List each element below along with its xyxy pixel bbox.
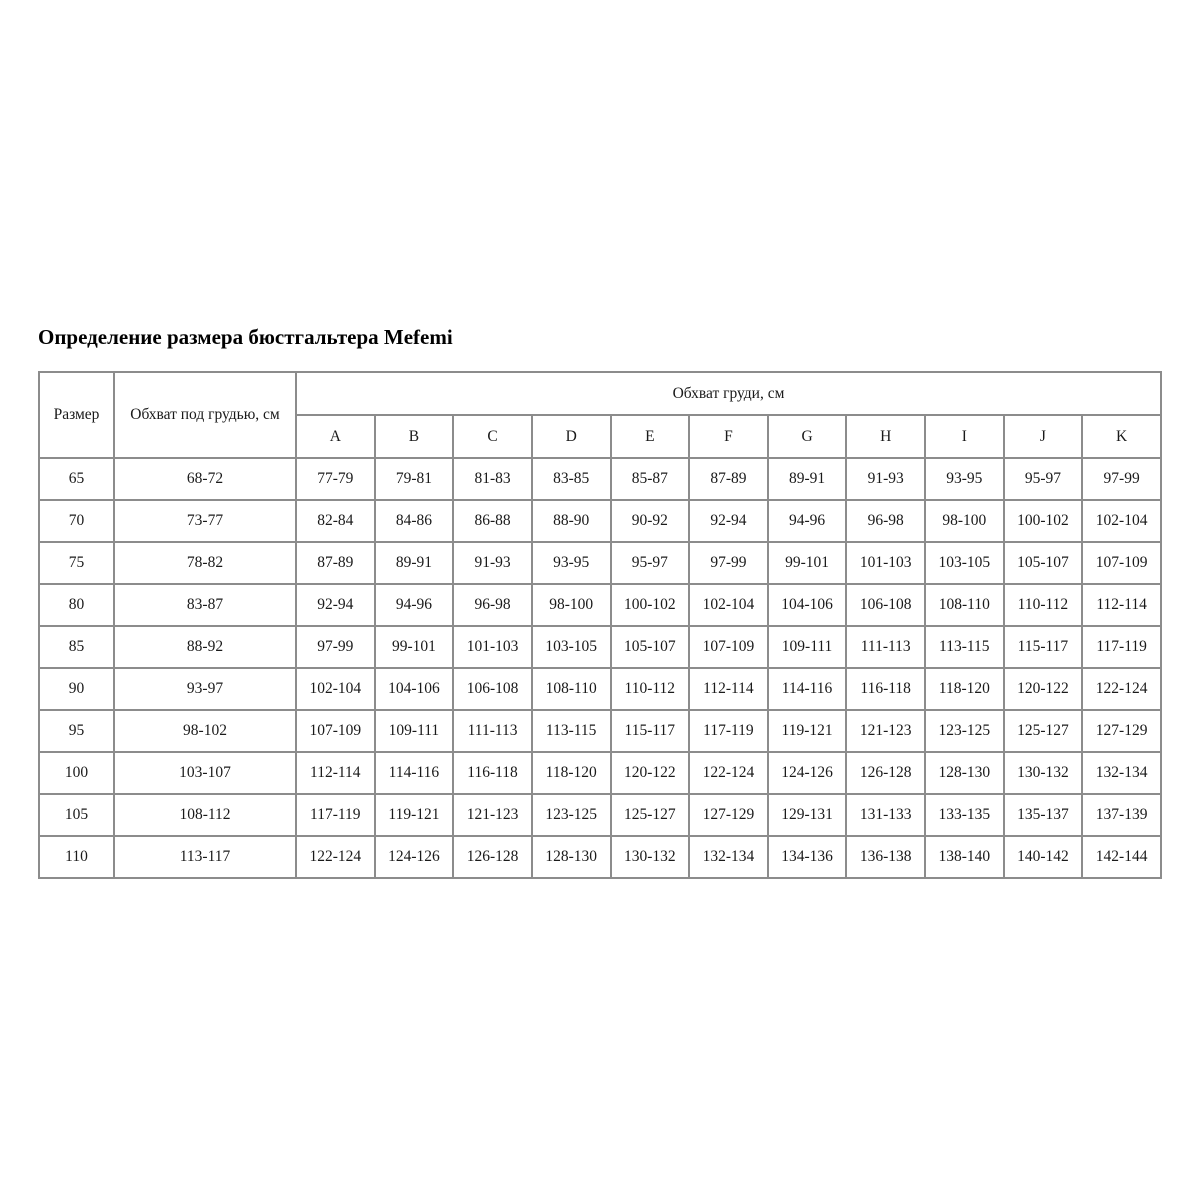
bust-cell: 126-128: [453, 836, 532, 878]
bust-cell: 130-132: [1004, 752, 1083, 794]
bust-cell: 102-104: [689, 584, 768, 626]
underbust-cell: 68-72: [114, 458, 296, 500]
bust-cell: 86-88: [453, 500, 532, 542]
bust-cell: 113-115: [925, 626, 1004, 668]
header-underbust: Обхват под грудью, см: [114, 372, 296, 458]
size-cell: 80: [39, 584, 114, 626]
bust-cell: 128-130: [925, 752, 1004, 794]
header-cup-j: J: [1004, 415, 1083, 458]
table-row: [39, 542, 1161, 584]
bust-cell: 115-117: [611, 710, 690, 752]
bust-cell: 87-89: [296, 542, 375, 584]
bust-cell: 104-106: [768, 584, 847, 626]
bust-cell: 116-118: [846, 668, 925, 710]
bust-cell: 127-129: [689, 794, 768, 836]
bust-cell: 117-119: [1082, 626, 1161, 668]
bust-cell: 91-93: [453, 542, 532, 584]
bust-cell: 131-133: [846, 794, 925, 836]
bust-cell: 85-87: [611, 458, 690, 500]
bust-cell: 136-138: [846, 836, 925, 878]
table-row: [39, 626, 1161, 668]
table-row: [39, 668, 1161, 710]
bust-cell: 94-96: [375, 584, 454, 626]
bust-cell: 105-107: [611, 626, 690, 668]
size-cell: 95: [39, 710, 114, 752]
content-area: [38, 324, 1162, 879]
bust-cell: 138-140: [925, 836, 1004, 878]
bust-cell: 82-84: [296, 500, 375, 542]
underbust-cell: 88-92: [114, 626, 296, 668]
underbust-cell: 73-77: [114, 500, 296, 542]
bust-cell: 111-113: [846, 626, 925, 668]
bust-cell: 110-112: [611, 668, 690, 710]
bust-cell: 95-97: [611, 542, 690, 584]
bust-cell: 122-124: [1082, 668, 1161, 710]
bust-cell: 101-103: [453, 626, 532, 668]
header-row-top: [39, 372, 1161, 415]
header-cup-e: E: [611, 415, 690, 458]
bust-cell: 89-91: [375, 542, 454, 584]
bust-cell: 140-142: [1004, 836, 1083, 878]
table-header: [39, 372, 1161, 458]
bust-cell: 127-129: [1082, 710, 1161, 752]
header-size: Размер: [39, 372, 114, 458]
bust-cell: 120-122: [1004, 668, 1083, 710]
bust-cell: 91-93: [846, 458, 925, 500]
bust-cell: 107-109: [1082, 542, 1161, 584]
bust-cell: 120-122: [611, 752, 690, 794]
bust-cell: 114-116: [768, 668, 847, 710]
bust-cell: 111-113: [453, 710, 532, 752]
table-row: [39, 752, 1161, 794]
bust-cell: 90-92: [611, 500, 690, 542]
bust-cell: 142-144: [1082, 836, 1161, 878]
bust-cell: 83-85: [532, 458, 611, 500]
bust-cell: 124-126: [768, 752, 847, 794]
underbust-cell: 78-82: [114, 542, 296, 584]
underbust-cell: 113-117: [114, 836, 296, 878]
bust-cell: 129-131: [768, 794, 847, 836]
bust-cell: 87-89: [689, 458, 768, 500]
bust-cell: 79-81: [375, 458, 454, 500]
bust-cell: 109-111: [375, 710, 454, 752]
bust-cell: 109-111: [768, 626, 847, 668]
header-cup-d: D: [532, 415, 611, 458]
size-cell: 85: [39, 626, 114, 668]
table-row: [39, 710, 1161, 752]
header-bust-group: Обхват груди, см: [296, 372, 1161, 415]
bust-cell: 108-110: [532, 668, 611, 710]
bust-cell: 98-100: [925, 500, 1004, 542]
header-cup-a: A: [296, 415, 375, 458]
bust-cell: 134-136: [768, 836, 847, 878]
bust-cell: 81-83: [453, 458, 532, 500]
bust-cell: 112-114: [689, 668, 768, 710]
bust-cell: 123-125: [532, 794, 611, 836]
bust-cell: 118-120: [532, 752, 611, 794]
bust-cell: 92-94: [296, 584, 375, 626]
header-cup-g: G: [768, 415, 847, 458]
bust-cell: 121-123: [846, 710, 925, 752]
bust-cell: 97-99: [296, 626, 375, 668]
bust-cell: 99-101: [768, 542, 847, 584]
bust-cell: 89-91: [768, 458, 847, 500]
size-cell: 70: [39, 500, 114, 542]
bust-cell: 121-123: [453, 794, 532, 836]
underbust-cell: 93-97: [114, 668, 296, 710]
bust-cell: 96-98: [846, 500, 925, 542]
bust-cell: 117-119: [296, 794, 375, 836]
bust-cell: 95-97: [1004, 458, 1083, 500]
bust-cell: 88-90: [532, 500, 611, 542]
bust-cell: 99-101: [375, 626, 454, 668]
bust-cell: 132-134: [689, 836, 768, 878]
bust-cell: 112-114: [1082, 584, 1161, 626]
bust-cell: 100-102: [611, 584, 690, 626]
bust-cell: 93-95: [532, 542, 611, 584]
bust-cell: 124-126: [375, 836, 454, 878]
bust-cell: 123-125: [925, 710, 1004, 752]
bust-cell: 125-127: [1004, 710, 1083, 752]
bust-cell: 122-124: [296, 836, 375, 878]
bust-cell: 93-95: [925, 458, 1004, 500]
bust-cell: 130-132: [611, 836, 690, 878]
bra-size-table: [38, 371, 1162, 879]
bust-cell: 107-109: [296, 710, 375, 752]
bust-cell: 94-96: [768, 500, 847, 542]
bust-cell: 117-119: [689, 710, 768, 752]
size-cell: 105: [39, 794, 114, 836]
size-cell: 100: [39, 752, 114, 794]
bust-cell: 114-116: [375, 752, 454, 794]
bust-cell: 100-102: [1004, 500, 1083, 542]
bust-cell: 96-98: [453, 584, 532, 626]
bust-cell: 110-112: [1004, 584, 1083, 626]
bust-cell: 137-139: [1082, 794, 1161, 836]
bust-cell: 119-121: [375, 794, 454, 836]
size-cell: 65: [39, 458, 114, 500]
bust-cell: 106-108: [453, 668, 532, 710]
header-cup-b: B: [375, 415, 454, 458]
bust-cell: 119-121: [768, 710, 847, 752]
bust-cell: 102-104: [296, 668, 375, 710]
underbust-cell: 108-112: [114, 794, 296, 836]
table-row: [39, 458, 1161, 500]
table-row: [39, 794, 1161, 836]
bust-cell: 77-79: [296, 458, 375, 500]
bust-cell: 125-127: [611, 794, 690, 836]
underbust-cell: 83-87: [114, 584, 296, 626]
bust-cell: 115-117: [1004, 626, 1083, 668]
bust-cell: 92-94: [689, 500, 768, 542]
header-cup-c: C: [453, 415, 532, 458]
underbust-cell: 98-102: [114, 710, 296, 752]
bust-cell: 101-103: [846, 542, 925, 584]
bust-cell: 128-130: [532, 836, 611, 878]
bust-cell: 104-106: [375, 668, 454, 710]
underbust-cell: 103-107: [114, 752, 296, 794]
bust-cell: 84-86: [375, 500, 454, 542]
bust-cell: 103-105: [532, 626, 611, 668]
header-cup-h: H: [846, 415, 925, 458]
table-body: [39, 458, 1161, 878]
bust-cell: 122-124: [689, 752, 768, 794]
table-row: [39, 500, 1161, 542]
bust-cell: 135-137: [1004, 794, 1083, 836]
size-cell: 90: [39, 668, 114, 710]
bust-cell: 113-115: [532, 710, 611, 752]
bust-cell: 116-118: [453, 752, 532, 794]
table-row: [39, 836, 1161, 878]
bust-cell: 103-105: [925, 542, 1004, 584]
bust-cell: 105-107: [1004, 542, 1083, 584]
bust-cell: 126-128: [846, 752, 925, 794]
bust-cell: 132-134: [1082, 752, 1161, 794]
bust-cell: 97-99: [689, 542, 768, 584]
size-cell: 110: [39, 836, 114, 878]
header-cup-k: K: [1082, 415, 1161, 458]
bust-cell: 108-110: [925, 584, 1004, 626]
bust-cell: 112-114: [296, 752, 375, 794]
bust-cell: 133-135: [925, 794, 1004, 836]
header-cup-f: F: [689, 415, 768, 458]
bust-cell: 97-99: [1082, 458, 1161, 500]
table-row: [39, 584, 1161, 626]
page-title: Определение размера бюстгальтера Mefemi: [38, 325, 453, 349]
bust-cell: 118-120: [925, 668, 1004, 710]
bust-cell: 106-108: [846, 584, 925, 626]
header-cup-i: I: [925, 415, 1004, 458]
size-cell: 75: [39, 542, 114, 584]
bust-cell: 98-100: [532, 584, 611, 626]
bust-cell: 102-104: [1082, 500, 1161, 542]
bust-cell: 107-109: [689, 626, 768, 668]
